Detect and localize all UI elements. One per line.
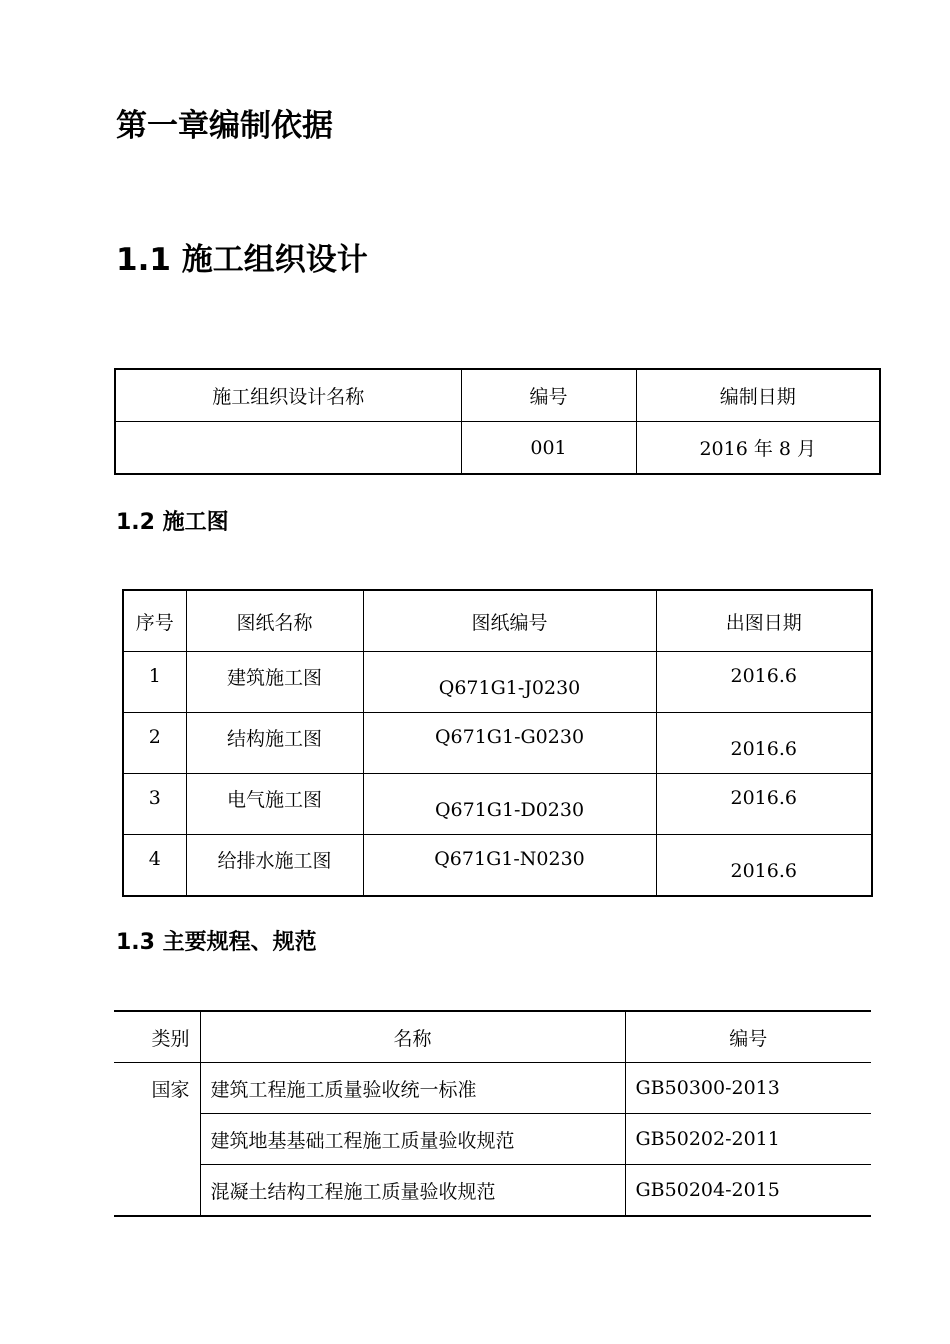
cell-drawing-name: 给排水施工图 (217, 849, 332, 872)
construction-org-design-table (114, 368, 881, 475)
section-1-1-title: 1.1 施工组织设计 (116, 242, 368, 278)
header-category: 类别 (114, 1011, 200, 1063)
cell-seq: 1 (148, 665, 161, 687)
cell-drawing-name: 建筑施工图 (226, 666, 322, 689)
table-row (123, 713, 872, 774)
table-row (114, 1063, 871, 1114)
cell-drawing-number: Q671G1-D0230 (434, 799, 585, 821)
drawings-table (122, 589, 873, 897)
header-seq: 序号 (123, 590, 186, 652)
cell-standard-number: GB50300-2013 (625, 1063, 871, 1114)
cell-seq: 4 (148, 848, 161, 870)
cell-drawing-number: Q671G1-G0230 (434, 726, 585, 748)
cell-category-empty (114, 1114, 200, 1165)
table-header-row (123, 590, 872, 652)
cell-issue-date: 2016.6 (730, 860, 797, 882)
table-header-row (114, 1011, 871, 1063)
cell-standard-number: GB50202-2011 (625, 1114, 871, 1165)
header-standard-number: 编号 (625, 1011, 871, 1063)
cell-seq: 3 (148, 787, 161, 809)
header-date: 编制日期 (636, 369, 880, 422)
cell-number: 001 (461, 422, 636, 475)
chapter-title: 第一章编制依据 (116, 108, 333, 144)
cell-drawing-number: Q671G1-N0230 (434, 848, 585, 870)
cell-design-name (115, 422, 461, 475)
table-row (123, 774, 872, 835)
table-header-row (115, 369, 880, 422)
cell-standard-name: 混凝土结构工程施工质量验收规范 (200, 1165, 625, 1217)
cell-standard-name: 建筑地基基础工程施工质量验收规范 (200, 1114, 625, 1165)
header-design-name: 施工组织设计名称 (115, 369, 461, 422)
table-row (114, 1114, 871, 1165)
standards-table (114, 1010, 871, 1217)
cell-drawing-number: Q671G1-J0230 (438, 677, 581, 699)
cell-issue-date: 2016.6 (730, 738, 797, 760)
cell-drawing-name: 电气施工图 (226, 788, 322, 811)
section-1-3-title: 1.3 主要规程、规范 (116, 930, 317, 955)
cell-issue-date: 2016.6 (730, 665, 797, 687)
cell-drawing-name: 结构施工图 (226, 727, 322, 750)
cell-standard-number: GB50204-2015 (625, 1165, 871, 1217)
header-drawing-number: 图纸编号 (363, 590, 656, 652)
cell-date: 2016 年 8 月 (636, 422, 880, 475)
cell-seq: 2 (148, 726, 161, 748)
cell-standard-name: 建筑工程施工质量验收统一标准 (200, 1063, 625, 1114)
table-row (114, 1165, 871, 1217)
table-row (123, 835, 872, 897)
cell-issue-date: 2016.6 (730, 787, 797, 809)
header-standard-name: 名称 (200, 1011, 625, 1063)
table-row (115, 422, 880, 475)
section-1-2-title: 1.2 施工图 (116, 510, 229, 535)
cell-category-empty (114, 1165, 200, 1217)
header-issue-date: 出图日期 (656, 590, 872, 652)
cell-category: 国家 (114, 1063, 200, 1114)
table-row (123, 652, 872, 713)
header-number: 编号 (461, 369, 636, 422)
header-drawing-name: 图纸名称 (186, 590, 363, 652)
